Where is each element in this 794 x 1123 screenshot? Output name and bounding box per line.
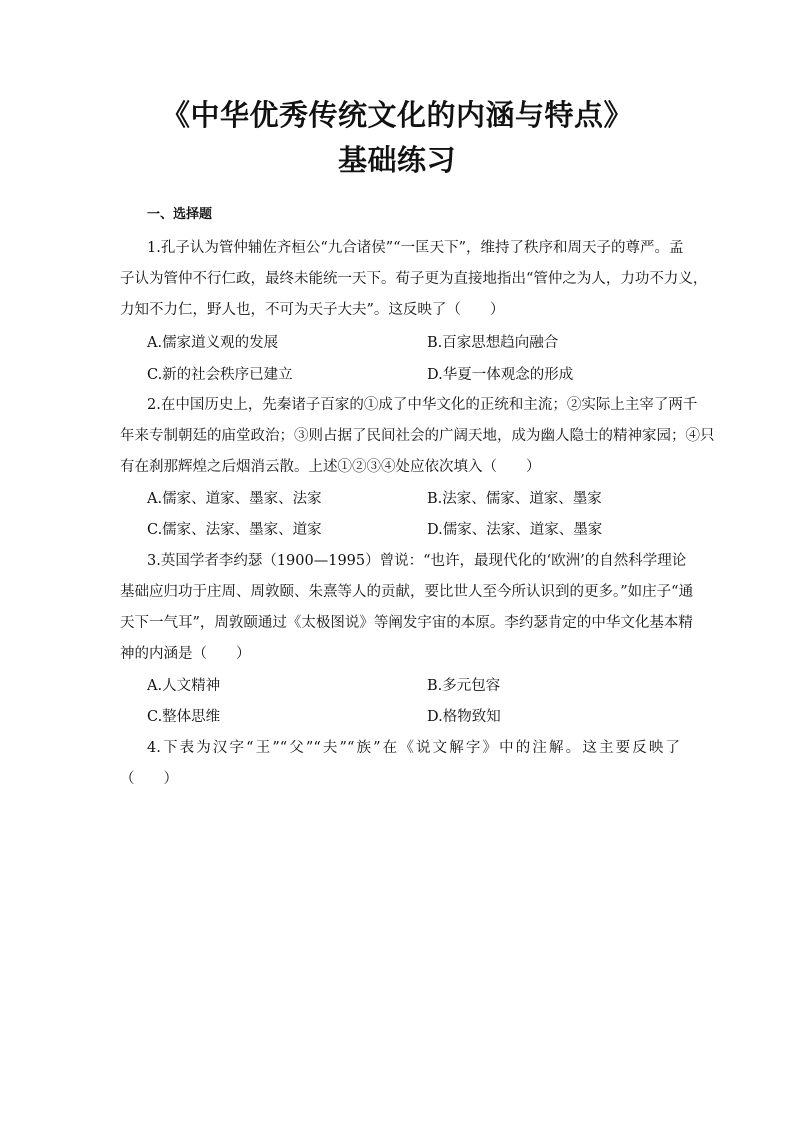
question-line: 4.下表为汉字“王”“父”“夫”“族”在《说文解字》中的注解。这主要反映了: [147, 740, 680, 756]
question-2: [120, 390, 715, 483]
document-title: 《中华优秀传统文化的内涵与特点》: [160, 98, 633, 132]
option-b[interactable]: B.百家思想趋向融合: [427, 335, 559, 351]
question-line: （ ）: [120, 771, 178, 787]
question-line: 神的内涵是（ ）: [120, 646, 251, 662]
question-line: 天下一气耳”，周敦颐通过《太极图说》等阐发宇宙的本原。李约瑟肯定的中华文化基本精: [120, 615, 693, 631]
option-b[interactable]: B.多元包容: [427, 678, 501, 694]
section-heading: 一、选择题: [147, 207, 213, 222]
option-d[interactable]: D.儒家、法家、道家、墨家: [427, 522, 603, 538]
question-line: 3.英国学者李约瑟（1900—1995）曾说：“也许，最现代化的‘欧洲’的自然科学理论: [147, 553, 687, 569]
question-line: 1.孔子认为管仲辅佐齐桓公“九合诸侯”“一匡天下”，维持了秩序和周天子的尊严。孟: [147, 240, 684, 256]
question-line: 基础应归功于庄周、周敦颐、朱熹等人的贡献，要比世人至今所认识到的更多。”如庄子“通: [120, 584, 694, 600]
option-d[interactable]: D.华夏一体观念的形成: [427, 367, 574, 383]
question-line: 力知不力仁，野人也，不可为天子大夫”。这反映了（ ）: [120, 302, 505, 318]
option-a[interactable]: A.儒家道义观的发展: [147, 335, 279, 351]
option-c[interactable]: C.新的社会秩序已建立: [147, 367, 293, 383]
question-1: [120, 233, 708, 326]
option-c[interactable]: C.儒家、法家、墨家、道家: [147, 522, 322, 538]
question-line: 2.在中国历史上，先秦诸子百家的①成了中华文化的正统和主流；②实际上主宰了两千: [147, 397, 698, 413]
option-b[interactable]: B.法家、儒家、道家、墨家: [427, 491, 602, 507]
option-c[interactable]: C.整体思维: [147, 709, 221, 725]
question-line: 年来专制朝廷的庙堂政治；③则占据了民间社会的广阔天地，成为幽人隐士的精神家园；④只: [120, 428, 715, 444]
question-line: 有在刹那辉煌之后烟消云散。上述①②③④处应依次填入（ ）: [120, 459, 541, 475]
document-subtitle: 基础练习: [337, 143, 456, 177]
option-a[interactable]: A.人文精神: [147, 678, 221, 694]
question-line: 子认为管仲不行仁政，最终未能统一天下。荀子更为直接地指出“管仲之为人，力功不力义，: [120, 271, 708, 287]
option-a[interactable]: A.儒家、道家、墨家、法家: [147, 491, 322, 507]
question-4: [120, 733, 680, 795]
option-d[interactable]: D.格物致知: [427, 709, 501, 725]
question-3: [120, 546, 694, 670]
